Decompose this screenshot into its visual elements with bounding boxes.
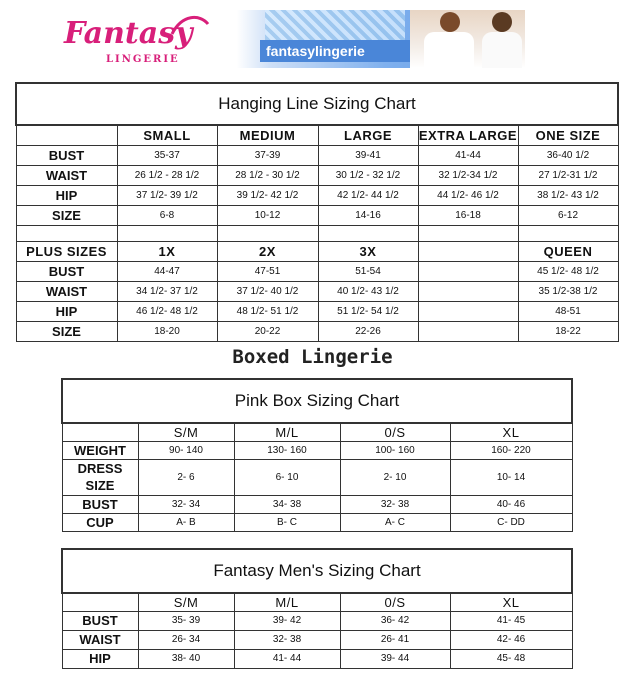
header-cell: XL bbox=[450, 423, 572, 441]
boxed-lingerie-heading: Boxed Lingerie bbox=[232, 346, 393, 368]
header-cell: LARGE bbox=[318, 125, 418, 145]
row-label: SIZE bbox=[16, 205, 117, 225]
cell: 160- 220 bbox=[450, 441, 572, 459]
cell: 42 1/2- 44 1/2 bbox=[318, 185, 418, 205]
mens-title: Fantasy Men's Sizing Chart bbox=[62, 549, 572, 593]
cell: 130- 160 bbox=[234, 441, 340, 459]
cell bbox=[418, 321, 518, 341]
table-header-row bbox=[16, 125, 618, 145]
cell: 32 1/2-34 1/2 bbox=[418, 165, 518, 185]
header-cell: MEDIUM bbox=[217, 125, 318, 145]
hanging-line-table bbox=[15, 82, 619, 342]
cell: 45 1/2- 48 1/2 bbox=[518, 261, 618, 281]
cell: 26 1/2 - 28 1/2 bbox=[117, 165, 217, 185]
cell: 37 1/2- 40 1/2 bbox=[217, 281, 318, 301]
cell: 41- 44 bbox=[234, 649, 340, 668]
hanging-line-title: Hanging Line Sizing Chart bbox=[16, 83, 618, 125]
header-cell: S/M bbox=[138, 593, 234, 611]
banner bbox=[60, 10, 525, 68]
cell: 40 1/2- 43 1/2 bbox=[318, 281, 418, 301]
header-cell: 2X bbox=[217, 241, 318, 261]
table-row bbox=[62, 459, 572, 495]
cell: 32- 38 bbox=[234, 630, 340, 649]
cell: 6-12 bbox=[518, 205, 618, 225]
table-row bbox=[62, 611, 572, 630]
cell: 38- 40 bbox=[138, 649, 234, 668]
table-row bbox=[16, 261, 618, 281]
cell: 36-40 1/2 bbox=[518, 145, 618, 165]
table-row bbox=[16, 185, 618, 205]
cell: 90- 140 bbox=[138, 441, 234, 459]
cell: B- C bbox=[234, 513, 340, 531]
cell: 46 1/2- 48 1/2 bbox=[117, 301, 217, 321]
header-cell bbox=[62, 593, 138, 611]
cell: 41- 45 bbox=[450, 611, 572, 630]
cell: 35-37 bbox=[117, 145, 217, 165]
cell: 40- 46 bbox=[450, 495, 572, 513]
cell: 2- 6 bbox=[138, 459, 234, 495]
header-cell: XL bbox=[450, 593, 572, 611]
cell: 36- 42 bbox=[340, 611, 450, 630]
header-cell: SMALL bbox=[117, 125, 217, 145]
row-label: BUST bbox=[62, 495, 138, 513]
cell: 42- 46 bbox=[450, 630, 572, 649]
header-cell: QUEEN bbox=[518, 241, 618, 261]
row-label: WAIST bbox=[62, 630, 138, 649]
cell: 28 1/2 - 30 1/2 bbox=[217, 165, 318, 185]
pink-box-table bbox=[61, 378, 573, 532]
pink-box-title: Pink Box Sizing Chart bbox=[62, 379, 572, 423]
table-row bbox=[16, 205, 618, 225]
header-cell bbox=[16, 125, 117, 145]
cell: 6- 10 bbox=[234, 459, 340, 495]
row-label: DRESS SIZE bbox=[62, 459, 138, 495]
row-label: WAIST bbox=[16, 281, 117, 301]
table-row bbox=[16, 145, 618, 165]
cell: 34- 38 bbox=[234, 495, 340, 513]
header-cell: 0/S bbox=[340, 593, 450, 611]
mens-table bbox=[61, 548, 573, 669]
table-row bbox=[16, 165, 618, 185]
cell: 38 1/2- 43 1/2 bbox=[518, 185, 618, 205]
row-label: WEIGHT bbox=[62, 441, 138, 459]
cell: 48-51 bbox=[518, 301, 618, 321]
cell: 41-44 bbox=[418, 145, 518, 165]
lace-image bbox=[265, 10, 405, 40]
cell bbox=[418, 281, 518, 301]
cell: 18-20 bbox=[117, 321, 217, 341]
table-row bbox=[62, 495, 572, 513]
row-label: SIZE bbox=[16, 321, 117, 341]
cell: 39 1/2- 42 1/2 bbox=[217, 185, 318, 205]
cell: 27 1/2-31 1/2 bbox=[518, 165, 618, 185]
cell: 30 1/2 - 32 1/2 bbox=[318, 165, 418, 185]
cell: 26- 41 bbox=[340, 630, 450, 649]
cell: 39- 42 bbox=[234, 611, 340, 630]
table-row bbox=[16, 281, 618, 301]
header-cell: S/M bbox=[138, 423, 234, 441]
cell: 34 1/2- 37 1/2 bbox=[117, 281, 217, 301]
cell: 35- 39 bbox=[138, 611, 234, 630]
header-cell: 3X bbox=[318, 241, 418, 261]
cell: 45- 48 bbox=[450, 649, 572, 668]
header-cell: ONE SIZE bbox=[518, 125, 618, 145]
header-cell: PLUS SIZES bbox=[16, 241, 117, 261]
header-cell: M/L bbox=[234, 423, 340, 441]
table-row bbox=[62, 630, 572, 649]
row-label: BUST bbox=[16, 145, 117, 165]
cell: 37 1/2- 39 1/2 bbox=[117, 185, 217, 205]
cell: 10-12 bbox=[217, 205, 318, 225]
cell: 22-26 bbox=[318, 321, 418, 341]
cell: 47-51 bbox=[217, 261, 318, 281]
cell: A- C bbox=[340, 513, 450, 531]
cell: 20-22 bbox=[217, 321, 318, 341]
table-row bbox=[62, 649, 572, 668]
header-cell: EXTRA LARGE bbox=[418, 125, 518, 145]
row-label: BUST bbox=[62, 611, 138, 630]
cell: 6-8 bbox=[117, 205, 217, 225]
header-cell: 0/S bbox=[340, 423, 450, 441]
cell: 2- 10 bbox=[340, 459, 450, 495]
header-cell bbox=[62, 423, 138, 441]
table-row bbox=[62, 513, 572, 531]
row-label: BUST bbox=[16, 261, 117, 281]
row-label: HIP bbox=[16, 185, 117, 205]
cell: 48 1/2- 51 1/2 bbox=[217, 301, 318, 321]
row-label: HIP bbox=[16, 301, 117, 321]
cell: 26- 34 bbox=[138, 630, 234, 649]
row-label: WAIST bbox=[16, 165, 117, 185]
spacer-row bbox=[16, 225, 618, 241]
cell: 44-47 bbox=[117, 261, 217, 281]
logo-subtitle: LINGERIE bbox=[106, 54, 180, 65]
header-cell: M/L bbox=[234, 593, 340, 611]
table-row bbox=[16, 321, 618, 341]
cell bbox=[418, 261, 518, 281]
row-label: CUP bbox=[62, 513, 138, 531]
cell: 16-18 bbox=[418, 205, 518, 225]
table-row bbox=[16, 301, 618, 321]
table-header-row bbox=[62, 593, 572, 611]
brand-bar: fantasylingerie bbox=[260, 40, 416, 62]
table-header-row bbox=[62, 423, 572, 441]
cell: 39- 44 bbox=[340, 649, 450, 668]
cell: 32- 34 bbox=[138, 495, 234, 513]
cell: 10- 14 bbox=[450, 459, 572, 495]
header-cell: 1X bbox=[117, 241, 217, 261]
row-label: HIP bbox=[62, 649, 138, 668]
plus-header-row bbox=[16, 241, 618, 261]
cell: 44 1/2- 46 1/2 bbox=[418, 185, 518, 205]
cell: 39-41 bbox=[318, 145, 418, 165]
cell: 32- 38 bbox=[340, 495, 450, 513]
model-photo bbox=[410, 10, 525, 68]
cell: C- DD bbox=[450, 513, 572, 531]
logo-swirl-icon bbox=[170, 12, 210, 42]
cell: 51 1/2- 54 1/2 bbox=[318, 301, 418, 321]
cell: 18-22 bbox=[518, 321, 618, 341]
table-row bbox=[62, 441, 572, 459]
cell bbox=[418, 301, 518, 321]
cell: A- B bbox=[138, 513, 234, 531]
cell: 51-54 bbox=[318, 261, 418, 281]
cell: 14-16 bbox=[318, 205, 418, 225]
cell: 100- 160 bbox=[340, 441, 450, 459]
fantasy-logo: Fantasy bbox=[64, 16, 193, 51]
header-cell bbox=[418, 241, 518, 261]
cell: 35 1/2-38 1/2 bbox=[518, 281, 618, 301]
cell: 37-39 bbox=[217, 145, 318, 165]
